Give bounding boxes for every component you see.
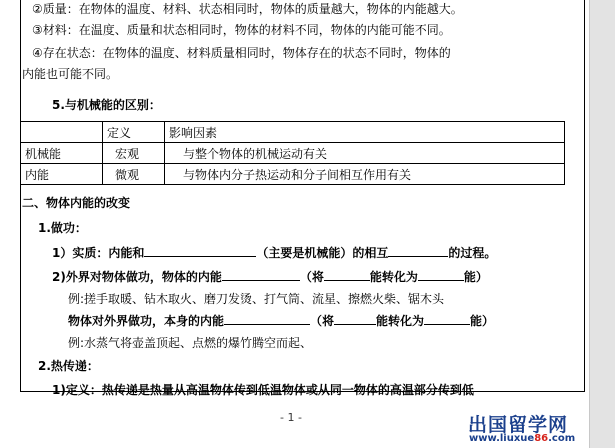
- quality-line: ②质量：在物体的温度、材料、状态相同时，物体的质量越大，物体的内能越大。: [32, 2, 463, 16]
- essence-text-a: 1）实质：内能和: [52, 246, 145, 260]
- doing-work-title: 1.做功：: [38, 221, 87, 235]
- page-number: - 1 -: [280, 411, 302, 424]
- external-work-line: [52, 268, 488, 286]
- blank-underline: [424, 312, 470, 325]
- comparison-table: [20, 121, 565, 185]
- table-cell: 宏观: [103, 143, 165, 164]
- blank-underline: [324, 268, 370, 281]
- table-header-factors: 影响因素: [165, 122, 565, 143]
- table-cell: 与整个物体的机械运动有关: [165, 143, 565, 164]
- table-cell: 内能: [21, 164, 103, 185]
- viewer-gutter: [589, 0, 615, 448]
- blank-underline: [388, 244, 448, 257]
- table-cell: 与物体内分子热运动和分子间相互作用有关: [165, 164, 565, 185]
- blank-underline: [418, 268, 464, 281]
- state-line-2: 内能也可能不同。: [22, 67, 119, 81]
- material-line: ③材料：在温度、质量和状态相同时，物体的材料不同，物体的内能可能不同。: [32, 23, 451, 37]
- object-text-d: 能）: [470, 314, 495, 328]
- watermark-logo: 出国留学网: [468, 414, 569, 436]
- state-line-1: ④存在状态：在物体的温度、材料质量相同时，物体存在的状态不同时，物体的: [32, 46, 451, 60]
- table-cell: 微观: [103, 164, 165, 185]
- external-text-d: 能）: [463, 270, 488, 284]
- blank-underline: [144, 244, 256, 257]
- object-text-b: （将: [310, 314, 335, 328]
- example-line-2: 例:水蒸气将壶盖顶起、点燃的爆竹腾空而起、: [68, 336, 313, 350]
- essence-text-b: （主要是机械能）的相互: [256, 246, 389, 260]
- object-work-line: [68, 312, 494, 330]
- external-text-a: 2)外界对物体做功，物体的内能: [52, 270, 222, 284]
- example-line-1: 例:搓手取暖、钻木取火、磨刀发烫、打气筒、流星、擦燃火柴、锯木头: [68, 292, 445, 306]
- table-row: [21, 143, 565, 164]
- table-cell: 机械能: [21, 143, 103, 164]
- heat-transfer-definition: 1)定义：热传递是热量从高温物体传到低温物体或从同一物体的高温部分传到低: [52, 383, 474, 397]
- table-cell: [21, 122, 103, 143]
- watermark-url-a: www.liuxue: [469, 433, 535, 444]
- watermark-url-c: .com: [548, 433, 576, 444]
- section-2-title: 二、物体内能的改变: [22, 196, 131, 210]
- blank-underline: [222, 268, 300, 281]
- watermark-url: [469, 433, 575, 444]
- watermark-url-b: 86: [534, 433, 549, 444]
- object-text-c: 能转化为: [376, 314, 425, 328]
- object-text-a: 物体对外界做功，本身的内能: [68, 314, 225, 328]
- blank-underline: [334, 312, 376, 325]
- heading-mechanical-difference: 5.与机械能的区别：: [52, 98, 161, 112]
- external-text-c: 能转化为: [369, 270, 418, 284]
- heat-transfer-title: 2.热传递：: [38, 359, 99, 373]
- table-header-definition: 定义: [103, 122, 165, 143]
- external-text-b: （将: [299, 270, 324, 284]
- essence-line: [52, 244, 496, 262]
- table-row: [21, 164, 565, 185]
- table-header-row: [21, 122, 565, 143]
- essence-text-c: 的过程。: [448, 246, 497, 260]
- blank-underline: [224, 312, 310, 325]
